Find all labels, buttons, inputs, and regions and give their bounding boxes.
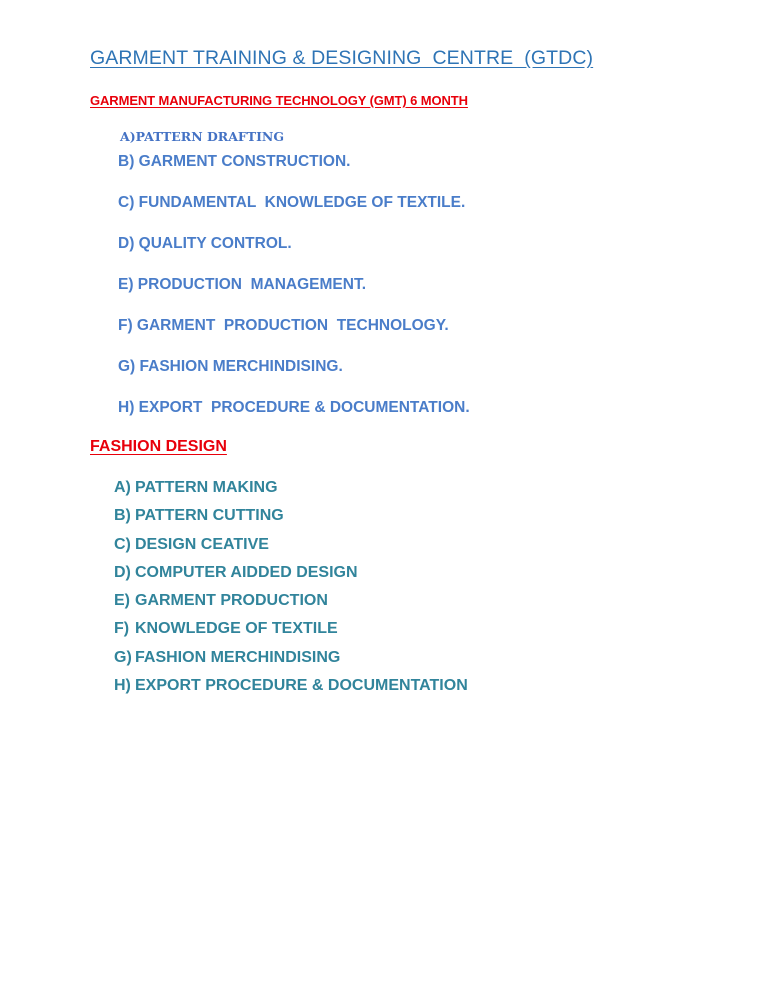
fd-item-marker: A) [114,479,131,496]
fd-item [114,535,468,563]
fd-item-text: KNOWLEDGE OF TEXTILE [135,620,338,638]
fd-item-marker: B) [114,507,131,525]
gmt-item: H) EXPORT PROCEDURE & DOCUMENTATION. [118,399,470,416]
fd-item-text: COMPUTER AIDDED DESIGN [135,563,358,581]
fd-item-text: DESIGN CEATIVE [135,535,269,553]
fd-item-marker: C) [114,535,131,553]
fd-item [114,676,468,704]
fd-item-text: GARMENT PRODUCTION [135,592,328,610]
fashion-design-list [114,478,468,704]
fashion-design-heading: FASHION DESIGN [90,438,227,455]
fd-item [114,648,468,676]
gmt-subject-list [118,152,470,439]
fd-item [114,591,468,619]
gmt-item: G) FASHION MERCHINDISING. [118,358,343,375]
fd-item-marker: F) [114,620,130,638]
fd-item [114,506,468,534]
gmt-item: E) PRODUCTION MANAGEMENT. [118,276,366,293]
fd-item [114,619,468,647]
fd-item-marker: E) [114,592,130,610]
fd-item-text: PATTERN MAKING [135,479,278,496]
gmt-item: D) QUALITY CONTROL. [118,235,292,252]
page-title: GARMENT TRAINING & DESIGNING CENTRE (GTDC) [90,47,594,69]
gmt-item: F) GARMENT PRODUCTION TECHNOLOGY. [118,317,449,334]
fd-item [114,478,468,506]
gmt-section-heading: GARMENT MANUFACTURING TECHNOLOGY (GMT) 6 MONTH [90,93,468,108]
fd-item [114,563,468,591]
fd-item-marker: D) [114,563,131,581]
fd-item-text: PATTERN CUTTING [135,507,284,525]
gmt-item: C) FUNDAMENTAL KNOWLEDGE OF TEXTILE. [118,194,466,211]
fd-item-text: FASHION MERCHINDISING [135,648,341,666]
gmt-item-pattern-drafting: A)PATTERN DRAFTING [120,129,285,144]
fd-item-marker: H) [114,677,131,695]
gmt-item: B) GARMENT CONSTRUCTION. [118,153,351,170]
fd-item-marker: G) [114,648,132,666]
fd-item-text: EXPORT PROCEDURE & DOCUMENTATION [135,677,468,695]
